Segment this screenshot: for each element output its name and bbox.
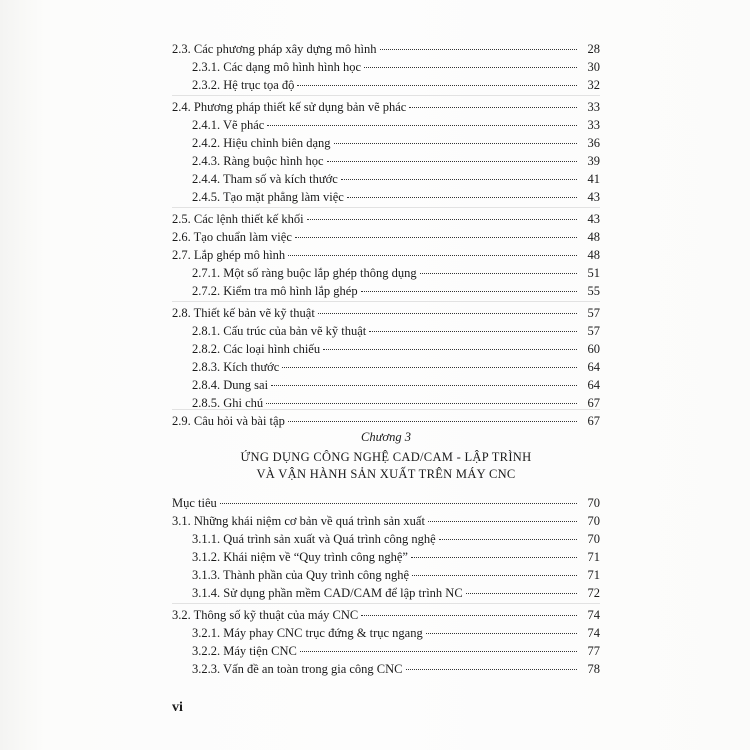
toc-entry xyxy=(172,247,600,263)
toc-entry-title: 2.7.1. Một số ràng buộc lắp ghép thông dụng xyxy=(192,266,417,280)
page-number: vi xyxy=(172,700,183,715)
toc-entry-page: 57 xyxy=(587,324,600,338)
toc-entry-page: 43 xyxy=(587,190,600,204)
toc-entry-title: 3.2.3. Vấn đề an toàn trong gia công CNC xyxy=(192,662,403,676)
dot-leader xyxy=(220,503,577,504)
dot-leader xyxy=(347,197,577,198)
dot-leader xyxy=(361,291,577,292)
toc-entry-page: 70 xyxy=(587,496,600,510)
dot-leader xyxy=(409,107,577,108)
toc-entry xyxy=(192,661,600,677)
toc-entry-page: 39 xyxy=(587,154,600,168)
dot-leader xyxy=(412,575,577,576)
dot-leader xyxy=(406,669,578,670)
section-divider xyxy=(172,95,600,96)
dot-leader xyxy=(369,331,577,332)
toc-entry-title: 2.4.1. Vẽ phác xyxy=(192,118,265,132)
dot-leader xyxy=(288,421,577,422)
toc-entry-title: 3.1.2. Khái niệm về “Quy trình công nghệ” xyxy=(192,550,408,564)
dot-leader xyxy=(426,633,577,634)
toc-entry-title: 3.1. Những khái niệm cơ bản về quá trình sản xuất xyxy=(172,514,425,528)
toc-entry-page: 48 xyxy=(587,230,600,244)
toc-entry xyxy=(172,99,600,115)
dot-leader xyxy=(327,161,577,162)
toc-entry-page: 55 xyxy=(587,284,600,298)
dot-leader xyxy=(420,273,577,274)
dot-leader xyxy=(282,367,577,368)
dot-leader xyxy=(380,49,577,50)
dot-leader xyxy=(266,403,577,404)
toc-entry-title: 2.3.1. Các dạng mô hình hình học xyxy=(192,60,362,74)
toc-entry-page: 71 xyxy=(587,568,600,582)
dot-leader xyxy=(318,313,577,314)
toc-entry xyxy=(172,305,600,321)
toc-entry-page: 60 xyxy=(587,342,600,356)
toc-entry-page: 71 xyxy=(587,550,600,564)
toc-entry-page: 78 xyxy=(587,662,600,676)
toc-entry-title: 2.6. Tạo chuẩn làm việc xyxy=(172,230,292,244)
dot-leader xyxy=(364,67,577,68)
toc-entry xyxy=(192,189,600,205)
dot-leader xyxy=(307,219,577,220)
toc-entry-page: 28 xyxy=(587,42,600,56)
toc-entry xyxy=(192,323,600,339)
toc-entry-title: 2.3. Các phương pháp xây dựng mô hình xyxy=(172,42,377,56)
toc-entry xyxy=(192,531,600,547)
toc-entry-page: 67 xyxy=(587,414,600,428)
dot-leader xyxy=(267,125,577,126)
toc-entry-page: 41 xyxy=(587,172,600,186)
section-divider xyxy=(172,603,600,604)
toc-entry xyxy=(192,625,600,641)
dot-leader xyxy=(439,539,577,540)
dot-leader xyxy=(361,615,577,616)
dot-leader xyxy=(428,521,577,522)
toc-entry-title: 2.8.2. Các loại hình chiếu xyxy=(192,342,321,356)
toc-entry-title: 2.4. Phương pháp thiết kế sử dụng bản vẽ phác xyxy=(172,100,407,114)
dot-leader xyxy=(411,557,577,558)
toc-entry xyxy=(192,359,600,375)
toc-entry xyxy=(172,229,600,245)
toc-entry-title: Mục tiêu xyxy=(172,496,217,510)
section-divider xyxy=(172,207,600,208)
dot-leader xyxy=(271,385,577,386)
toc-entry-title: 2.8.1. Cấu trúc của bản vẽ kỹ thuật xyxy=(192,324,367,338)
toc-entry-page: 32 xyxy=(587,78,600,92)
toc-entry-page: 70 xyxy=(587,532,600,546)
dot-leader xyxy=(288,255,577,256)
toc-entry xyxy=(192,549,600,565)
toc-entry-title: 3.1.4. Sử dụng phần mềm CAD/CAM để lập trình NC xyxy=(192,586,463,600)
toc-entry xyxy=(192,283,600,299)
toc-entry-page: 72 xyxy=(587,586,600,600)
toc-entry-title: 2.8. Thiết kế bản vẽ kỹ thuật xyxy=(172,306,315,320)
toc-entry-title: 3.1.3. Thành phần của Quy trình công nghệ xyxy=(192,568,410,582)
dot-leader xyxy=(334,143,577,144)
dot-leader xyxy=(300,651,577,652)
toc-entry-title: 2.4.2. Hiệu chỉnh biên dạng xyxy=(192,136,331,150)
toc-entry xyxy=(172,495,600,511)
dot-leader xyxy=(466,593,577,594)
section-divider xyxy=(172,301,600,302)
toc-entry xyxy=(192,643,600,659)
toc-entry xyxy=(172,211,600,227)
dot-leader xyxy=(323,349,577,350)
toc-entry-page: 70 xyxy=(587,514,600,528)
toc-entry-page: 57 xyxy=(587,306,600,320)
toc-entry-title: 2.9. Câu hỏi và bài tập xyxy=(172,414,285,428)
toc-entry-page: 51 xyxy=(587,266,600,280)
toc-entry-title: 2.8.5. Ghi chú xyxy=(192,396,264,410)
toc-entry xyxy=(172,607,600,623)
chapter-label: Chương 3 xyxy=(361,430,411,444)
toc-entry-page: 33 xyxy=(587,118,600,132)
toc-entry-title: 2.8.4. Dung sai xyxy=(192,378,269,392)
toc-entry xyxy=(192,117,600,133)
toc-entry-title: 3.2. Thông số kỹ thuật của máy CNC xyxy=(172,608,359,622)
dot-leader xyxy=(297,85,577,86)
toc-entry-title: 2.5. Các lệnh thiết kế khối xyxy=(172,212,304,226)
toc-entry-page: 30 xyxy=(587,60,600,74)
toc-entry-page: 74 xyxy=(587,626,600,640)
toc-entry xyxy=(192,77,600,93)
toc-entry-page: 67 xyxy=(587,396,600,410)
toc-entry xyxy=(172,513,600,529)
toc-entry xyxy=(172,41,600,57)
toc-entry xyxy=(192,377,600,393)
toc-entry-page: 43 xyxy=(587,212,600,226)
toc-entry-title: 2.7. Lắp ghép mô hình xyxy=(172,248,286,262)
toc-entry-title: 2.8.3. Kích thước xyxy=(192,360,280,374)
toc-entry xyxy=(192,171,600,187)
toc-entry-title: 2.4.3. Ràng buộc hình học xyxy=(192,154,324,168)
toc-entry xyxy=(172,413,600,429)
section-divider xyxy=(172,409,600,410)
toc-entry-page: 48 xyxy=(587,248,600,262)
toc-entry xyxy=(192,585,600,601)
toc-entry xyxy=(192,567,600,583)
toc-entry-title: 3.2.2. Máy tiện CNC xyxy=(192,644,297,658)
toc-entry xyxy=(192,265,600,281)
toc-entry-page: 36 xyxy=(587,136,600,150)
toc-entry-page: 74 xyxy=(587,608,600,622)
toc-entry-title: 2.4.5. Tạo mặt phẳng làm việc xyxy=(192,190,344,204)
toc-entry xyxy=(192,153,600,169)
toc-entry-title: 3.2.1. Máy phay CNC trục đứng & trục ngang xyxy=(192,626,423,640)
toc-entry-title: 2.7.2. Kiểm tra mô hình lắp ghép xyxy=(192,284,358,298)
toc-entry-page: 64 xyxy=(587,378,600,392)
toc-entry-page: 64 xyxy=(587,360,600,374)
toc-entry-title: 3.1.1. Quá trình sản xuất và Quá trình công nghệ xyxy=(192,532,436,546)
toc-entry-title: 2.3.2. Hệ trục tọa độ xyxy=(192,78,295,92)
chapter-title-line2: VÀ VẬN HÀNH SẢN XUẤT TRÊN MÁY CNC xyxy=(256,467,516,481)
dot-leader xyxy=(341,179,577,180)
toc-entry-page: 77 xyxy=(587,644,600,658)
chapter-title-line1: ỨNG DỤNG CÔNG NGHỆ CAD/CAM - LẬP TRÌNH xyxy=(240,450,532,464)
toc-entry xyxy=(192,341,600,357)
toc-entry-page: 33 xyxy=(587,100,600,114)
toc-entry-title: 2.4.4. Tham số và kích thước xyxy=(192,172,338,186)
toc-entry xyxy=(192,135,600,151)
toc-entry xyxy=(192,59,600,75)
dot-leader xyxy=(295,237,577,238)
